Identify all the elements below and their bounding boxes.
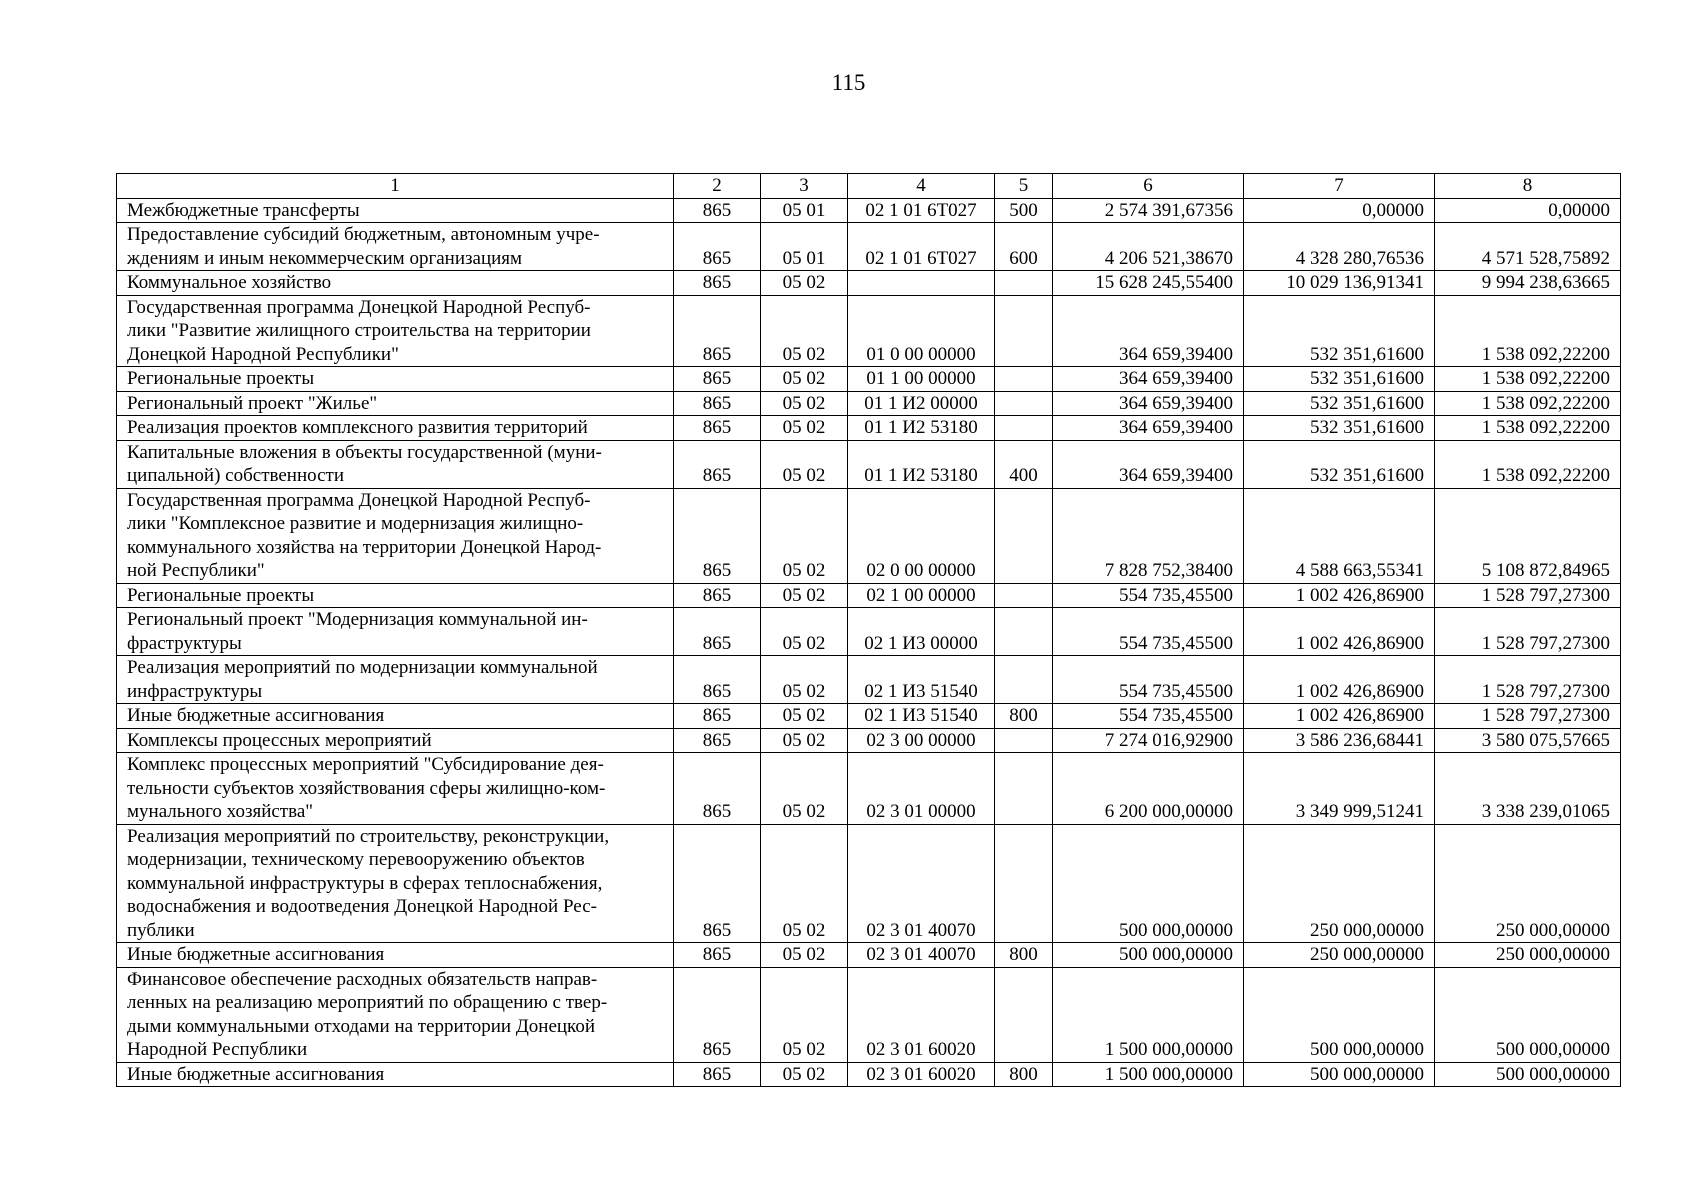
ministry-code-cell: 865 [674,943,761,968]
section-code-cell: 05 02 [761,824,848,943]
expense-type-cell [995,295,1053,367]
table-row [117,416,1621,441]
target-article-cell: 02 1 01 6Т027 [848,198,995,223]
expense-type-cell [995,824,1053,943]
description-cell: Реализация мероприятий по строительству, реконструкции, модернизации, техническому перевооружению объектов коммунальной инфраструктуры в сферах теплоснабжения, водоснабжения и водоотведения Донецкой Народной Рес- публики [117,824,674,943]
amount-cell: 1 538 092,22200 [1435,440,1621,488]
amount-cell: 4 588 663,55341 [1244,488,1435,583]
amount-cell: 3 349 999,51241 [1244,753,1435,825]
amount-cell: 7 828 752,38400 [1053,488,1244,583]
amount-cell: 554 735,45500 [1053,583,1244,608]
ministry-code-cell: 865 [674,1062,761,1087]
table-row [117,704,1621,729]
target-article-cell: 02 1 И3 51540 [848,704,995,729]
col-header: 4 [848,174,995,199]
target-article-cell: 02 3 01 40070 [848,943,995,968]
description-cell: Коммунальное хозяйство [117,271,674,296]
expense-type-cell [995,967,1053,1062]
section-code-cell: 05 02 [761,367,848,392]
expense-type-cell: 400 [995,440,1053,488]
col-header: 6 [1053,174,1244,199]
table-row [117,198,1621,223]
amount-cell: 3 338 239,01065 [1435,753,1621,825]
ministry-code-cell: 865 [674,824,761,943]
section-code-cell: 05 02 [761,271,848,296]
section-code-cell: 05 02 [761,583,848,608]
target-article-cell: 02 1 00 00000 [848,583,995,608]
ministry-code-cell: 865 [674,198,761,223]
expense-type-cell [995,583,1053,608]
description-cell: Государственная программа Донецкой Народной Респуб- лики "Развитие жилищного строительства на территории Донецкой Народной Республики" [117,295,674,367]
table-row [117,391,1621,416]
target-article-cell: 01 1 И2 00000 [848,391,995,416]
section-code-cell: 05 02 [761,967,848,1062]
amount-cell: 3 580 075,57665 [1435,728,1621,753]
expense-type-cell [995,488,1053,583]
amount-cell: 1 528 797,27300 [1435,656,1621,704]
amount-cell: 1 538 092,22200 [1435,295,1621,367]
target-article-cell: 01 1 00 00000 [848,367,995,392]
amount-cell: 7 274 016,92900 [1053,728,1244,753]
table-row [117,271,1621,296]
amount-cell: 364 659,39400 [1053,295,1244,367]
page-number: 115 [831,70,866,95]
amount-cell: 364 659,39400 [1053,416,1244,441]
amount-cell: 9 994 238,63665 [1435,271,1621,296]
amount-cell: 15 628 245,55400 [1053,271,1244,296]
section-code-cell: 05 02 [761,608,848,656]
description-cell: Комплексы процессных мероприятий [117,728,674,753]
amount-cell: 250 000,00000 [1244,943,1435,968]
amount-cell: 1 002 426,86900 [1244,704,1435,729]
table-row [117,488,1621,583]
description-cell: Реализация мероприятий по модернизации коммунальной инфраструктуры [117,656,674,704]
amount-cell: 250 000,00000 [1435,943,1621,968]
section-code-cell: 05 02 [761,728,848,753]
ministry-code-cell: 865 [674,608,761,656]
col-header: 1 [117,174,674,199]
amount-cell: 500 000,00000 [1244,967,1435,1062]
amount-cell: 1 528 797,27300 [1435,608,1621,656]
ministry-code-cell: 865 [674,271,761,296]
target-article-cell: 02 3 01 40070 [848,824,995,943]
ministry-code-cell: 865 [674,753,761,825]
amount-cell: 1 538 092,22200 [1435,391,1621,416]
amount-cell: 10 029 136,91341 [1244,271,1435,296]
target-article-cell: 02 1 И3 51540 [848,656,995,704]
amount-cell: 532 351,61600 [1244,295,1435,367]
amount-cell: 4 328 280,76536 [1244,223,1435,271]
ministry-code-cell: 865 [674,488,761,583]
amount-cell: 0,00000 [1435,198,1621,223]
target-article-cell: 01 1 И2 53180 [848,416,995,441]
target-article-cell: 02 3 01 00000 [848,753,995,825]
amount-cell: 532 351,61600 [1244,416,1435,441]
amount-cell: 554 735,45500 [1053,608,1244,656]
section-code-cell: 05 02 [761,1062,848,1087]
expense-type-cell [995,416,1053,441]
ministry-code-cell: 865 [674,656,761,704]
amount-cell: 364 659,39400 [1053,367,1244,392]
expense-type-cell [995,271,1053,296]
table-row [117,1062,1621,1087]
expense-type-cell [995,367,1053,392]
target-article-cell: 02 3 01 60020 [848,1062,995,1087]
target-article-cell: 02 1 И3 00000 [848,608,995,656]
amount-cell: 1 500 000,00000 [1053,1062,1244,1087]
ministry-code-cell: 865 [674,728,761,753]
amount-cell: 554 735,45500 [1053,656,1244,704]
ministry-code-cell: 865 [674,440,761,488]
expense-type-cell [995,753,1053,825]
table-row [117,295,1621,367]
budget-table [116,173,1621,1087]
amount-cell: 500 000,00000 [1053,824,1244,943]
expense-type-cell: 800 [995,704,1053,729]
target-article-cell: 02 3 00 00000 [848,728,995,753]
amount-cell: 2 574 391,67356 [1053,198,1244,223]
description-cell: Государственная программа Донецкой Народной Респуб- лики "Комплексное развитие и модернизация жилищно- коммунального хозяйства на территории Донецкой Народ- ной Республики" [117,488,674,583]
description-cell: Предоставление субсидий бюджетным, автономным учре- ждениям и иным некоммерческим организациям [117,223,674,271]
expense-type-cell: 600 [995,223,1053,271]
amount-cell: 364 659,39400 [1053,391,1244,416]
ministry-code-cell: 865 [674,416,761,441]
description-cell: Межбюджетные трансферты [117,198,674,223]
table-row [117,753,1621,825]
ministry-code-cell: 865 [674,583,761,608]
section-code-cell: 05 01 [761,198,848,223]
section-code-cell: 05 02 [761,704,848,729]
section-code-cell: 05 02 [761,943,848,968]
amount-cell: 6 200 000,00000 [1053,753,1244,825]
section-code-cell: 05 02 [761,295,848,367]
description-cell: Реализация проектов комплексного развития территорий [117,416,674,441]
table-row [117,608,1621,656]
section-code-cell: 05 02 [761,488,848,583]
amount-cell: 500 000,00000 [1244,1062,1435,1087]
description-cell: Региональные проекты [117,583,674,608]
amount-cell: 5 108 872,84965 [1435,488,1621,583]
amount-cell: 1 538 092,22200 [1435,367,1621,392]
col-header: 5 [995,174,1053,199]
ministry-code-cell: 865 [674,295,761,367]
expense-type-cell: 800 [995,1062,1053,1087]
description-cell: Региональные проекты [117,367,674,392]
section-code-cell: 05 02 [761,391,848,416]
expense-type-cell [995,656,1053,704]
amount-cell: 4 206 521,38670 [1053,223,1244,271]
description-cell: Иные бюджетные ассигнования [117,943,674,968]
amount-cell: 364 659,39400 [1053,440,1244,488]
section-code-cell: 05 02 [761,440,848,488]
amount-cell: 500 000,00000 [1053,943,1244,968]
expense-type-cell: 500 [995,198,1053,223]
ministry-code-cell: 865 [674,223,761,271]
table-row [117,583,1621,608]
amount-cell: 250 000,00000 [1435,824,1621,943]
expense-type-cell [995,728,1053,753]
description-cell: Иные бюджетные ассигнования [117,1062,674,1087]
col-header: 8 [1435,174,1621,199]
amount-cell: 1 538 092,22200 [1435,416,1621,441]
target-article-cell: 02 1 01 6Т027 [848,223,995,271]
description-cell: Региональный проект "Модернизация коммунальной ин- фраструктуры [117,608,674,656]
table-row [117,967,1621,1062]
amount-cell: 1 002 426,86900 [1244,608,1435,656]
section-code-cell: 05 02 [761,656,848,704]
amount-cell: 532 351,61600 [1244,440,1435,488]
target-article-cell: 02 0 00 00000 [848,488,995,583]
table-row [117,440,1621,488]
col-header: 3 [761,174,848,199]
ministry-code-cell: 865 [674,704,761,729]
amount-cell: 1 002 426,86900 [1244,583,1435,608]
table-row [117,824,1621,943]
amount-cell: 4 571 528,75892 [1435,223,1621,271]
table-row [117,656,1621,704]
ministry-code-cell: 865 [674,367,761,392]
amount-cell: 500 000,00000 [1435,967,1621,1062]
amount-cell: 1 528 797,27300 [1435,583,1621,608]
ministry-code-cell: 865 [674,391,761,416]
description-cell: Региональный проект "Жилье" [117,391,674,416]
section-code-cell: 05 01 [761,223,848,271]
ministry-code-cell: 865 [674,967,761,1062]
amount-cell: 554 735,45500 [1053,704,1244,729]
header-row [117,174,1621,199]
description-cell: Иные бюджетные ассигнования [117,704,674,729]
description-cell: Капитальные вложения в объекты государственной (муни- ципальной) собственности [117,440,674,488]
amount-cell: 0,00000 [1244,198,1435,223]
col-header: 7 [1244,174,1435,199]
table-row [117,728,1621,753]
amount-cell: 250 000,00000 [1244,824,1435,943]
table-row [117,367,1621,392]
col-header: 2 [674,174,761,199]
description-cell: Финансовое обеспечение расходных обязательств направ- ленных на реализацию мероприятий по обращению с твер- дыми коммунальными отходами на территории Донецкой Народной Республики [117,967,674,1062]
expense-type-cell [995,391,1053,416]
description-cell: Комплекс процессных мероприятий "Субсидирование дея- тельности субъектов хозяйствования сферы жилищно-ком- мунального хозяйства" [117,753,674,825]
amount-cell: 1 528 797,27300 [1435,704,1621,729]
target-article-cell [848,271,995,296]
amount-cell: 1 500 000,00000 [1053,967,1244,1062]
table-row [117,223,1621,271]
target-article-cell: 02 3 01 60020 [848,967,995,1062]
amount-cell: 500 000,00000 [1435,1062,1621,1087]
expense-type-cell [995,608,1053,656]
amount-cell: 3 586 236,68441 [1244,728,1435,753]
target-article-cell: 01 1 И2 53180 [848,440,995,488]
target-article-cell: 01 0 00 00000 [848,295,995,367]
section-code-cell: 05 02 [761,416,848,441]
amount-cell: 1 002 426,86900 [1244,656,1435,704]
amount-cell: 532 351,61600 [1244,367,1435,392]
amount-cell: 532 351,61600 [1244,391,1435,416]
expense-type-cell: 800 [995,943,1053,968]
section-code-cell: 05 02 [761,753,848,825]
table-row [117,943,1621,968]
